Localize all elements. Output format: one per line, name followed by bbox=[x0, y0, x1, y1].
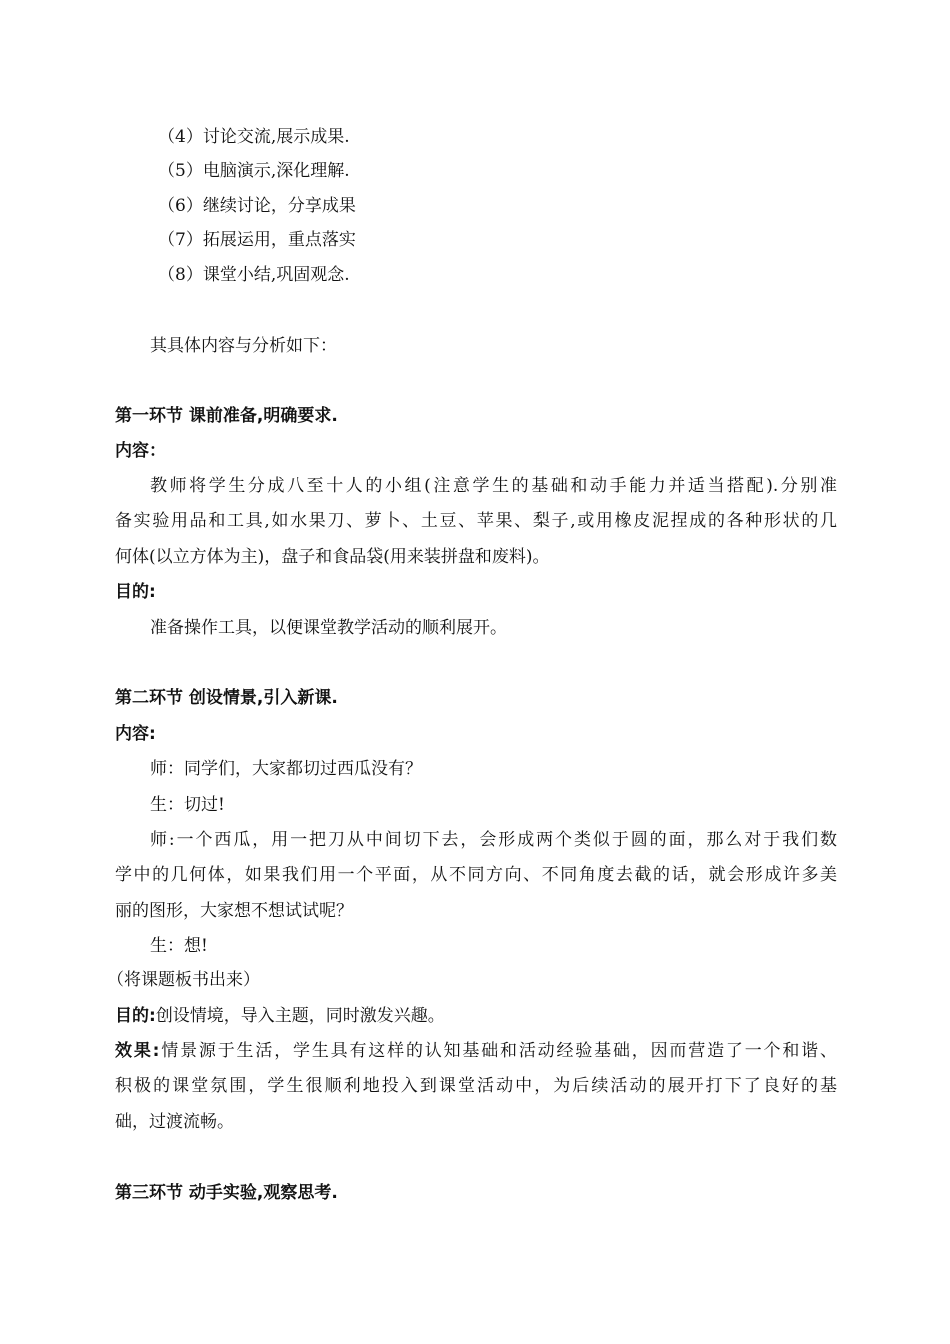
section-1-content-line: 备实验用品和工具,如水果刀、萝卜、土豆、苹果、梨子,或用橡皮泥捏成的各种形状的几 bbox=[115, 511, 837, 531]
section-1-purpose-text: 准备操作工具，以便课堂教学活动的顺利展开。 bbox=[150, 618, 507, 638]
section-1-heading: 第一环节 课前准备,明确要求. bbox=[115, 406, 338, 426]
teacher-line: 师:一个西瓜，用一把刀从中间切下去，会形成两个类似于圆的面，那么对于我们数 bbox=[150, 830, 837, 850]
section-2-effect-label: 效果: bbox=[115, 1041, 160, 1061]
section-2-purpose-text: 创设情境，导入主题，同时激发兴趣。 bbox=[155, 1006, 445, 1026]
step-item: （6）继续讨论，分享成果 bbox=[158, 196, 356, 216]
section-2-content-label: 内容: bbox=[115, 724, 156, 744]
section-2-effect-text: 情景源于生活，学生具有这样的认知基础和活动经验基础，因而营造了一个和谐、 bbox=[159, 1041, 837, 1061]
dialogue-line: 师：同学们，大家都切过西瓜没有？ bbox=[150, 759, 422, 779]
step-item: （8）课堂小结,巩固观念. bbox=[158, 265, 350, 285]
section-1-purpose-label: 目的: bbox=[115, 582, 156, 602]
section-1-content-line: 教师将学生分成八至十人的小组(注意学生的基础和动手能力并适当搭配).分别准 bbox=[150, 476, 837, 496]
teacher-line: 丽的图形，大家想不想试试呢？ bbox=[115, 901, 353, 921]
teacher-line: 学中的几何体，如果我们用一个平面，从不同方向、不同角度去截的话，就会形成许多美 bbox=[115, 865, 837, 885]
step-item: （5）电脑演示,深化理解. bbox=[158, 161, 350, 181]
step-item: （4）讨论交流,展示成果. bbox=[158, 127, 350, 147]
section-2-purpose bbox=[115, 1005, 445, 1027]
dialogue-line: 生：切过! bbox=[150, 795, 225, 815]
section-2-heading: 第二环节 创设情景,引入新课. bbox=[115, 688, 338, 708]
section-3-heading: 第三环节 动手实验,观察思考. bbox=[115, 1183, 338, 1203]
section-1-content-line: 何体(以立方体为主)，盘子和食品袋(用来装拼盘和废料)。 bbox=[115, 547, 550, 567]
section-2-effect-line: 础，过渡流畅。 bbox=[115, 1112, 234, 1132]
student-answer: 生：想! bbox=[150, 936, 208, 956]
board-note: （将课题板书出来） bbox=[107, 970, 260, 990]
section-1-content-label: 内容： bbox=[115, 441, 166, 461]
section-2-effect-line: 积极的课堂氛围，学生很顺利地投入到课堂活动中，为后续活动的展开打下了良好的基 bbox=[115, 1076, 837, 1096]
intro-text: 其具体内容与分析如下： bbox=[150, 336, 337, 356]
section-2-effect-line-1 bbox=[115, 1040, 837, 1062]
step-item: （7）拓展运用，重点落实 bbox=[158, 230, 356, 250]
section-2-purpose-label: 目的: bbox=[115, 1006, 156, 1026]
